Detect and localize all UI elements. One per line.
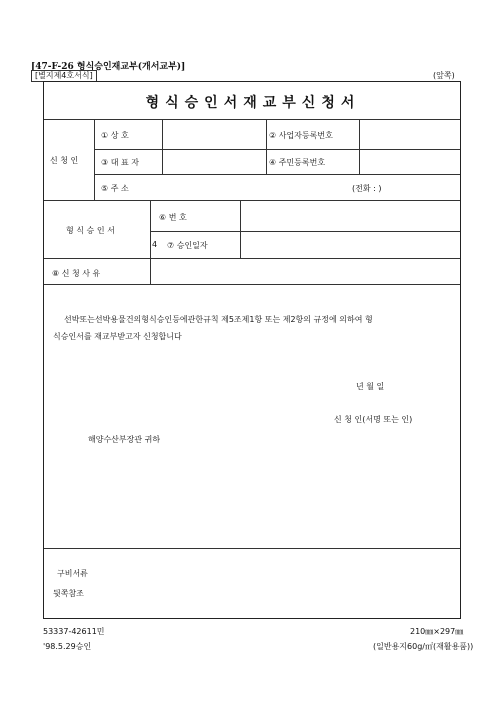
rule-body-bottom (44, 548, 460, 549)
approval-number-label: ⑥ 번 호 (159, 213, 187, 222)
business-reg-no-label: ② 사업자등록번호 (269, 131, 333, 140)
footer-paper-size: 210㎜×297㎜ (410, 627, 464, 636)
required-docs-label: 구비서류 (57, 569, 88, 578)
see-back-label: 뒷쪽참조 (53, 589, 84, 598)
representative-label: ③ 대 표 자 (101, 158, 139, 167)
rule-applicant-bottom (44, 200, 460, 201)
phone-label: (전화 : ) (352, 184, 382, 193)
reason-label: ⑧ 신 청 사 유 (52, 269, 101, 278)
approval-section-label: 형 식 승 인 서 (66, 226, 115, 235)
rule-reason-col (150, 258, 151, 284)
footer-approval-date: '98.5.29승인 (43, 642, 92, 651)
application-form (43, 81, 461, 619)
footer-form-number: 53337-42611민 (43, 627, 105, 636)
attachment-label: [별지제4호서식] (31, 70, 97, 82)
body-line-2: 식승인서를 재교부받고자 신청합니다 (53, 332, 182, 341)
address-label: ⑤ 주 소 (101, 184, 129, 193)
applicant-section-label: 신 청 인 (50, 156, 79, 165)
rule-applicant-right-col (359, 119, 360, 174)
approval-date-prefix: 4 (152, 240, 158, 249)
form-code: [47-F-26 형식승인재교부(개서교부)] (31, 62, 186, 72)
rule-title-bottom (44, 119, 460, 120)
date-line: 년 월 일 (356, 382, 385, 391)
rule-approval-field-col (240, 200, 241, 258)
rule-applicant-mid-col (266, 119, 267, 174)
form-title: 형식승인서재교부신청서 (145, 95, 361, 111)
rule-approval-bottom (44, 258, 460, 259)
rule-applicant-label-col (94, 119, 95, 200)
rule-approval-label-col (150, 200, 151, 258)
signature-line: 신 청 인(서명 또는 인) (334, 415, 413, 424)
resident-reg-no-label: ④ 주민등록번호 (269, 158, 326, 167)
footer-paper-type: (일반용지60g/㎡(재활용품)) (373, 642, 474, 651)
approval-date-label: ⑦ 승인일자 (167, 241, 208, 250)
rule-reason-bottom (44, 284, 460, 285)
body-line-1: 선박또는선박용물건의형식승인등에관한규칙 제5조제1항 또는 제2항의 규정에 의하여 형 (64, 315, 373, 324)
page-side-label: (앞쪽) (433, 71, 455, 80)
rule-approval-mid (150, 231, 460, 232)
rule-applicant-row1 (94, 149, 460, 150)
rule-applicant-row2 (94, 174, 460, 175)
recipient-line: 해양수산부장관 귀하 (88, 435, 161, 444)
rule-applicant-field-col (162, 119, 163, 174)
trade-name-label: ① 상 호 (101, 131, 129, 140)
